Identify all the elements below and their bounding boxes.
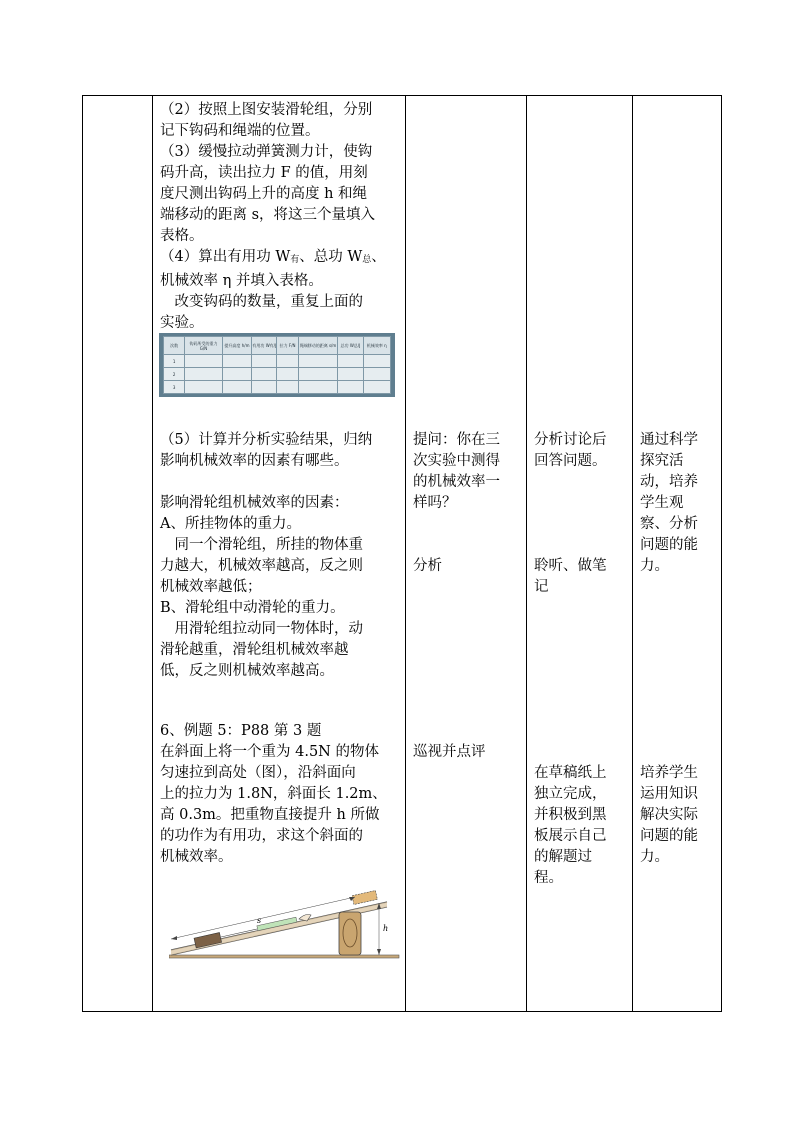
column-divider [526,96,527,1011]
teacher-patrol: 巡视并点评 [413,744,486,760]
intent-2: 培养学生 运用知识 解决实际 问题的能 力。 [640,765,698,865]
table-header: 机械效率 η [363,337,390,355]
example-line: 6、例题 5：P88 第 3 题 [160,723,322,739]
table-row-label: 2 [164,368,185,381]
step-line: 记下钩码和绳端的位置。 [160,123,320,139]
table-row-label: 3 [164,381,185,394]
intent-1: 通过科学 探究活 动，培养 学生观 察、分析 问题的能 力。 [640,432,698,574]
step-line: （3）缓慢拉动弹簧测力计，使钩 [160,144,373,160]
factor-line: 同一个滑轮组，所挂的物体重 [174,537,363,553]
factor-line: 机械效率越低； [160,579,262,595]
analysis-block [160,430,404,682]
factor-line: B、滑轮组中动滑轮的重力。 [160,600,345,616]
step-line: 表格。 [160,228,204,244]
table-header: 钩码所受的重力 G/N [185,337,222,355]
step-line: （5）计算并分析实验结果，归纳 [160,432,373,448]
step-line: 度尺测出钩码上升的高度 h 和绳 [160,186,368,202]
step-line: （2）按照上图安装滑轮组，分别 [160,102,373,118]
factor-line: 低，反之则机械效率越高。 [160,663,334,679]
table-header: 提升高度 h/m [222,337,251,355]
table-header: 总功 W总/J [338,337,363,355]
step-line: 机械效率 η 并填入表格。 [160,273,323,289]
factor-line: A、所挂物体的重力。 [160,516,301,532]
column-divider [632,96,633,1011]
factor-line: 力越大，机械效率越高，反之则 [160,558,363,574]
experiment-table [163,336,391,394]
incline-h-label: h [383,924,389,933]
column-divider [152,96,153,1011]
step-line: 实验。 [160,315,204,331]
incline-s-label: s [257,916,262,925]
table-row-label: 1 [164,355,185,368]
step-line: 改变钩码的数量，重复上面的 [174,294,363,310]
table-header: 次数 [164,337,185,355]
data-table-image [159,333,395,397]
factor-line: 影响滑轮组机械效率的因素： [160,495,349,511]
column-divider [405,96,406,1011]
table-header: 绳端移动的距离 s/m [298,337,338,355]
incline-figure [169,879,403,961]
example-line: 高 0.3m。把重物直接提升 h 所做 [160,807,380,823]
table-header: 拉力 F/N [277,337,298,355]
example-line: 匀速拉到高处（图），沿斜面向 [160,765,356,781]
example-line: 机械效率。 [160,849,233,865]
example-line: 上的拉力为 1.8N，斜面长 1.2m、 [160,786,387,802]
example-block [160,721,404,868]
lesson-table [82,95,722,1012]
step-line: 影响机械效率的因素有哪些。 [160,453,349,469]
step4-line: （4）算出有用功 W有、总功 W总、 [160,249,386,265]
example-line: 的功作为有用功，求这个斜面的 [160,828,363,844]
factor-line: 滑轮越重，滑轮组机械效率越 [160,642,349,658]
student-answer: 分析讨论后 回答问题。 [534,432,607,469]
teacher-analysis: 分析 [413,558,442,574]
factor-line: 用滑轮组拉动同一物体时，动 [174,621,363,637]
table-header: 有用功 W有/J [252,337,277,355]
example-line: 在斜面上将一个重为 4.5N 的物体 [160,744,379,760]
student-notes: 聆听、做笔 记 [534,558,607,595]
student-practice: 在草稿纸上 独立完成， 并积极到黑 板展示自己 的解题过 程。 [534,765,607,886]
step-line: 端移动的距离 s，将这三个量填入 [160,207,376,223]
steps-block [160,100,404,334]
step-line: 码升高，读出拉力 F 的值，用刻 [160,165,368,181]
teacher-question: 提问：你在三 次实验中测得 的机械效率一 样吗？ [413,432,500,511]
